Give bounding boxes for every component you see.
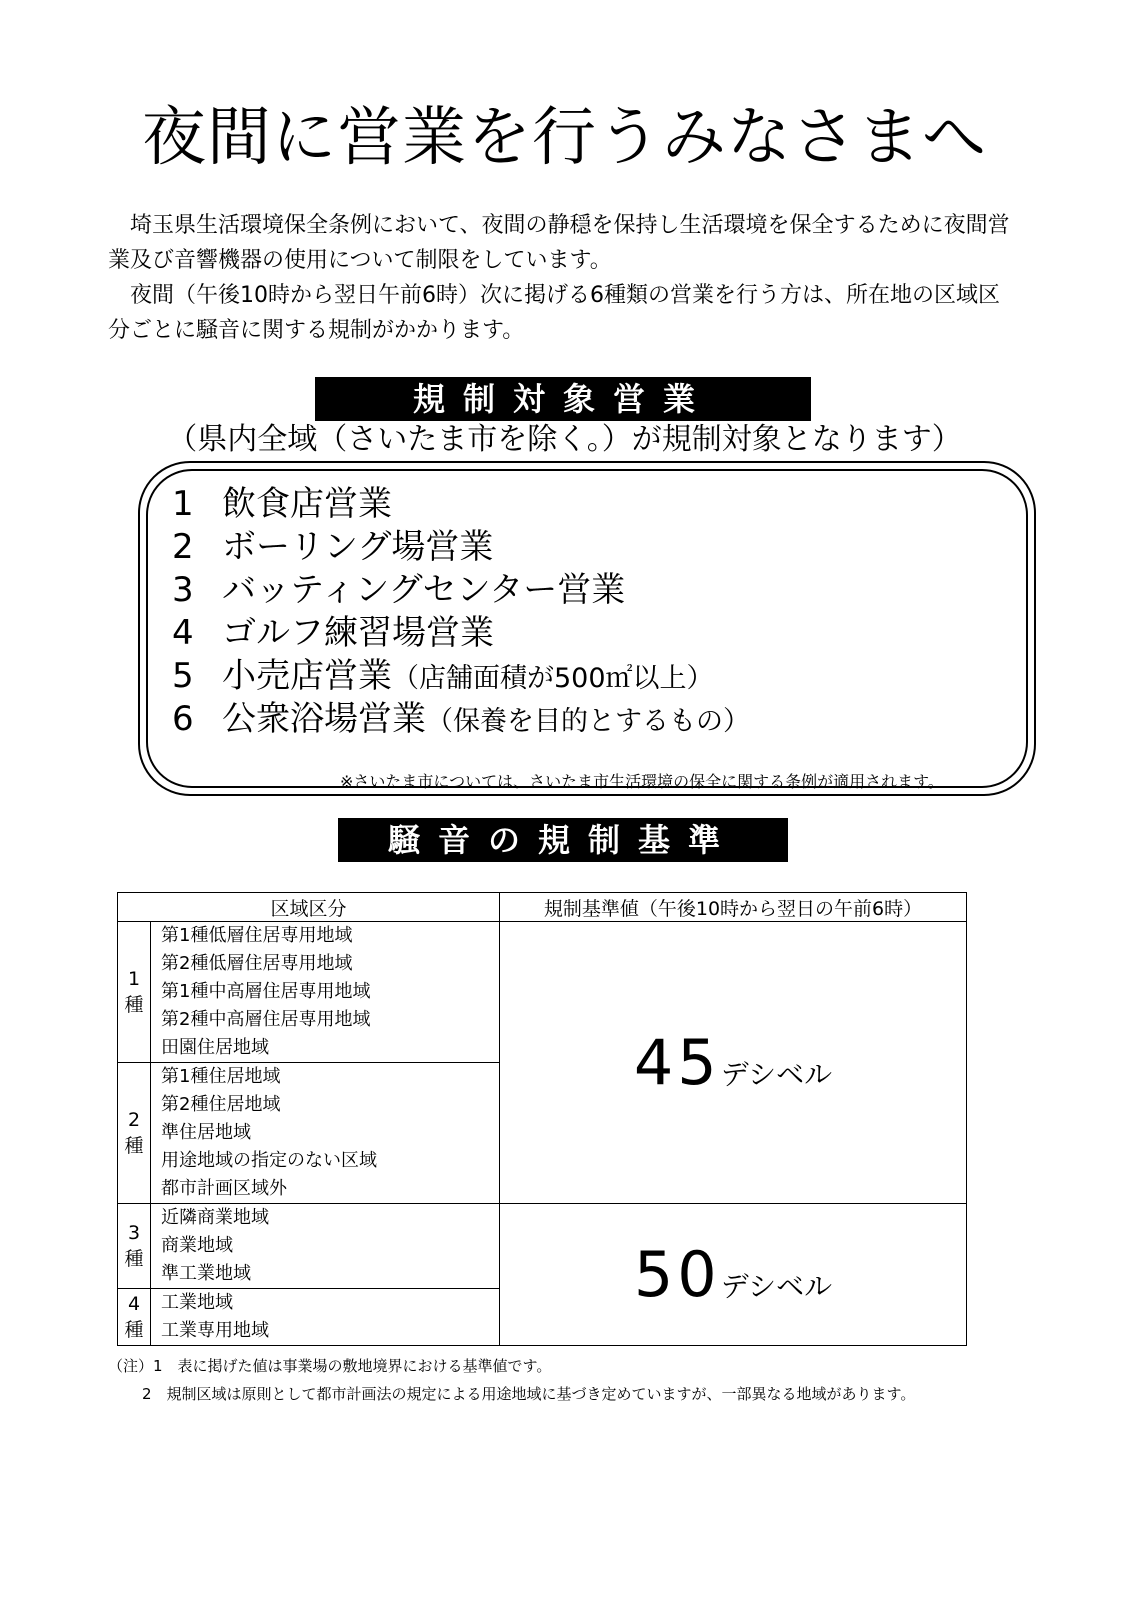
list-item-label: 公衆浴場営業 [222,699,426,739]
area-item: 商業地域 [161,1235,233,1256]
note-1: （注）1 表に掲げた値は事業場の敷地境界における基準値です。 [108,1357,552,1375]
area-item: 準工業地域 [161,1263,251,1284]
value-column-header: 規制基準値（午後10時から翌日の午前6時） [500,893,967,922]
regulated-business-heading: 規制対象営業 [315,377,811,421]
page-title: 夜間に営業を行うみなさまへ [142,101,987,175]
standard-value-number: 50 [633,1238,721,1311]
standard-value-cell [500,922,967,1204]
area-item: 第1種低層住居専用地域 [161,925,353,946]
list-item [172,527,750,570]
area-item: 準住居地域 [161,1122,251,1143]
area-list-cell [151,922,500,1063]
list-item-number: 2 [172,527,194,567]
area-item: 工業専用地域 [161,1320,269,1341]
note-2: 2 規制区域は原則として都市計画法の規定による用途地域に基づき定めていますが、一部異なる地域があります。 [142,1385,916,1403]
class-number: 2 [127,1109,141,1131]
list-item-number: 6 [172,699,194,739]
list-item [172,613,750,656]
list-item-number: 3 [172,570,194,610]
area-item: 近隣商業地域 [161,1207,269,1228]
class-suffix: 種 [124,1248,144,1270]
list-item [172,570,750,613]
standard-value-number: 45 [633,1026,721,1099]
area-item: 工業地域 [161,1292,233,1313]
area-item: 都市計画区域外 [161,1178,287,1199]
list-item-label: 飲食店営業 [222,484,392,524]
regulated-scope-note: （県内全域（さいたま市を除く。）が規制対象となります） [167,422,962,457]
area-list-cell [151,1289,500,1346]
area-item: 第2種中高層住居専用地域 [161,1009,371,1030]
list-item [172,699,750,742]
noise-standard-heading: 騒音の規制基準 [338,818,788,862]
class-suffix: 種 [124,1135,144,1157]
intro-text [108,208,1013,348]
list-item-note: （店舗面積が500㎡以上） [392,663,714,694]
class-number: 1 [127,968,141,990]
area-item: 用途地域の指定のない区域 [161,1150,377,1171]
list-item-number: 1 [172,484,194,524]
list-item-note: （保養を目的とするもの） [426,706,750,737]
area-item: 第1種住居地域 [161,1066,281,1087]
class-cell [118,1204,151,1289]
area-list-cell [151,1204,500,1289]
business-list [172,484,750,742]
table-notes [108,1352,915,1408]
list-item-number: 5 [172,656,194,696]
standard-value-cell [500,1204,967,1346]
standard-value-unit: デシベル [720,1058,833,1091]
list-item-label: バッティングセンター営業 [222,570,626,610]
list-item-number: 4 [172,613,194,653]
table-row [118,1204,967,1289]
area-item: 第2種住居地域 [161,1094,281,1115]
class-suffix: 種 [124,994,144,1016]
class-cell [118,922,151,1063]
area-item: 第2種低層住居専用地域 [161,953,353,974]
area-item: 田園住居地域 [161,1037,269,1058]
intro-paragraph-2: 夜間（午後10時から翌日午前6時）次に掲げる6種類の営業を行う方は、所在地の区域区分ごとに騒音に関する規制がかかります。 [108,283,1000,343]
intro-paragraph-1: 埼玉県生活環境保全条例において、夜間の静穏を保持し生活環境を保全するために夜間営業及び音響機器の使用について制限をしています。 [108,213,1010,273]
list-item-label: 小売店営業 [222,656,392,696]
area-item: 第1種中高層住居専用地域 [161,981,371,1002]
class-cell [118,1289,151,1346]
area-column-header: 区域区分 [118,893,500,922]
list-item-label: ゴルフ練習場営業 [222,613,494,653]
list-item [172,656,750,699]
class-cell [118,1063,151,1204]
table-row [118,922,967,1063]
table-header-row [118,893,967,922]
noise-standard-table [117,892,967,1346]
list-item-label: ボーリング場営業 [222,527,494,567]
area-list-cell [151,1063,500,1204]
saitama-city-footnote: ※さいたま市については、さいたま市生活環境の保全に関する条例が適用されます。 [340,772,944,791]
class-number: 3 [127,1222,141,1244]
list-item [172,484,750,527]
class-suffix: 種 [124,1319,144,1341]
class-number: 4 [127,1293,141,1315]
standard-value-unit: デシベル [720,1270,833,1303]
